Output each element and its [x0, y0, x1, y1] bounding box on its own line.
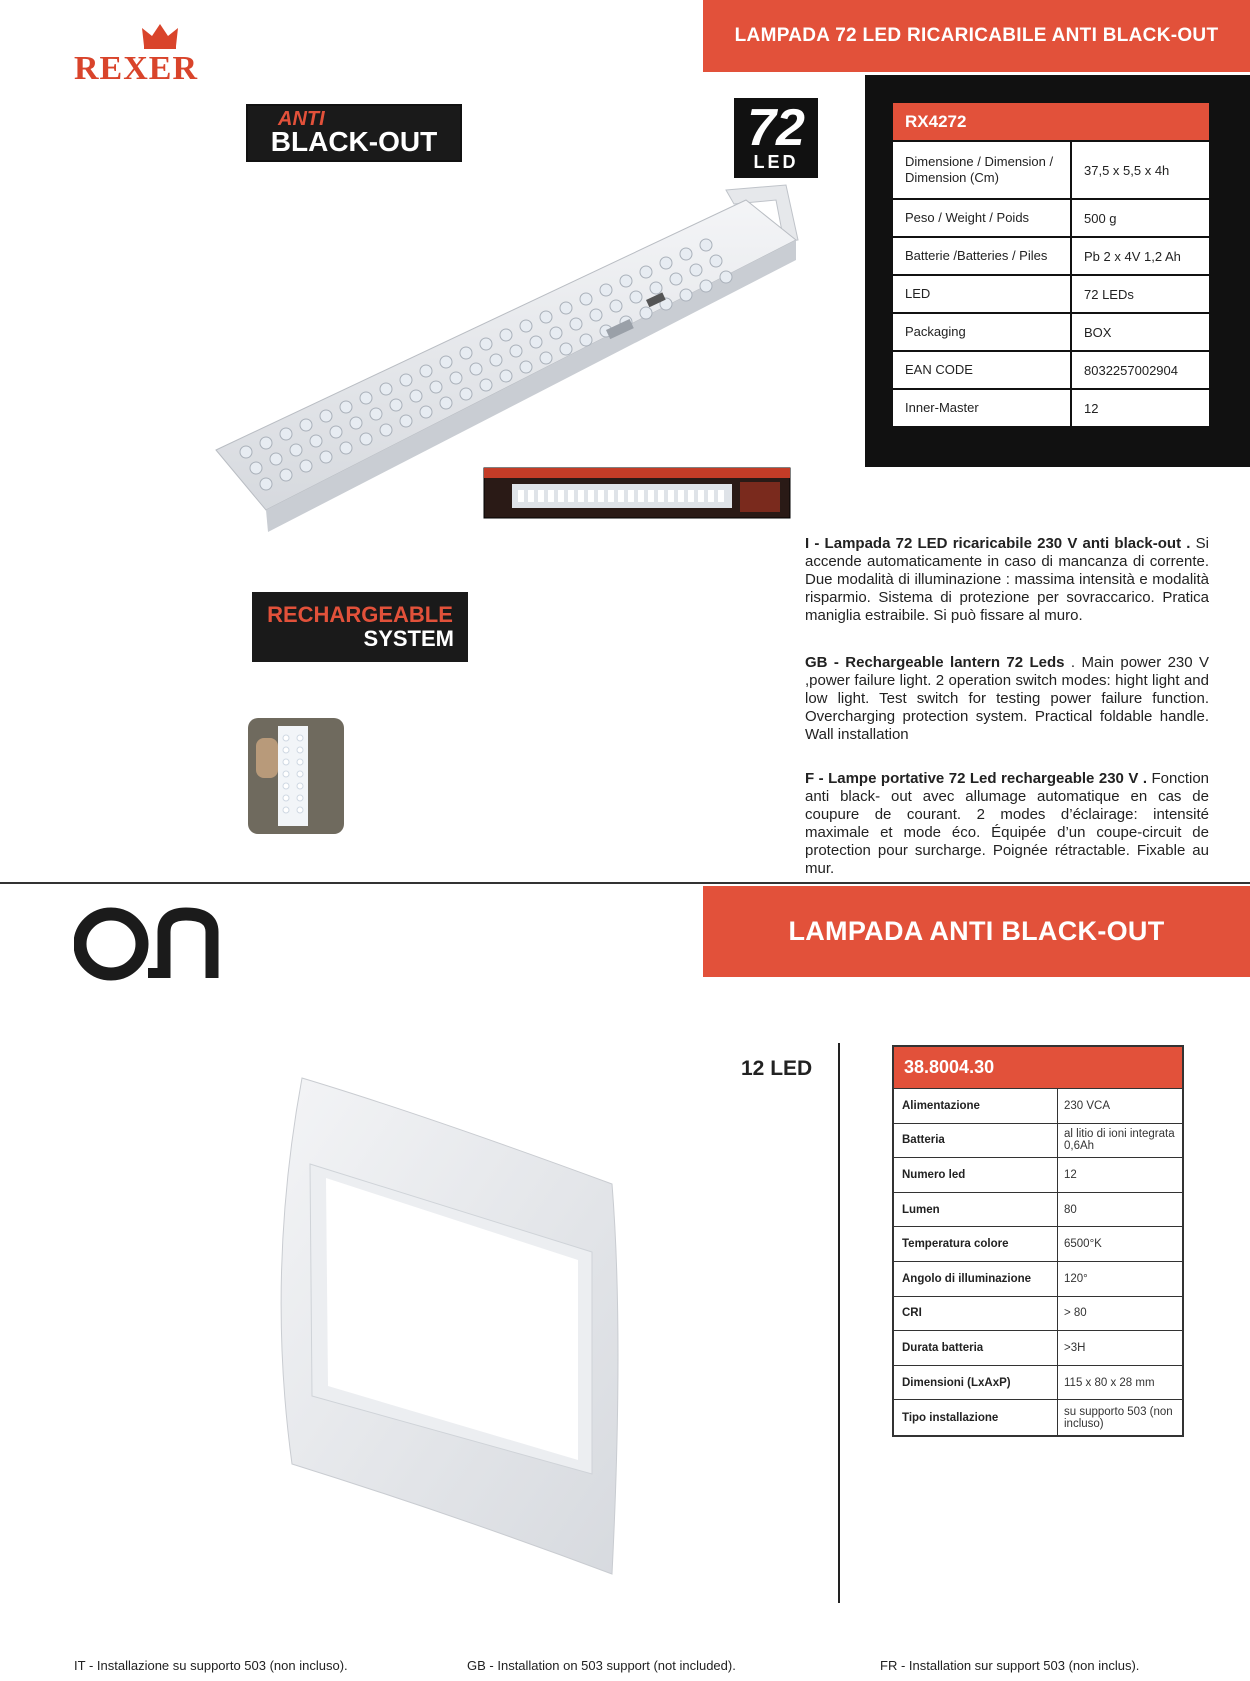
footer-italian-text: - Installazione su supporto 503 (non incluso).	[85, 1658, 348, 1673]
anti-blackout-badge	[246, 104, 462, 162]
table-row	[894, 1124, 1182, 1159]
footer-french-prefix: FR	[880, 1658, 898, 1673]
spec-key: Tipo installazione	[894, 1400, 1058, 1435]
spec-value: su supporto 503 (non incluso)	[1064, 1405, 1173, 1430]
section-divider	[0, 882, 1250, 884]
footer-french	[880, 1658, 1139, 1673]
section1-banner-title: LAMPADA 72 LED RICARICABILE ANTI BLACK-OUT	[734, 25, 1219, 46]
description-french	[805, 770, 1209, 878]
spec-value: 37,5 x 5,5 x 4h	[1084, 162, 1170, 178]
footer-italian	[74, 1658, 348, 1673]
table-row	[894, 1366, 1182, 1401]
table-row	[894, 1331, 1182, 1366]
spec-value: 80	[1064, 1203, 1077, 1216]
table-row	[894, 1193, 1182, 1228]
table-row	[894, 1297, 1182, 1332]
section1-banner	[703, 0, 1250, 72]
footer-italian-prefix: IT	[74, 1658, 86, 1673]
spec-key: Dimensione / Dimension / Dimension (Cm)	[893, 142, 1072, 198]
72-led-badge	[734, 98, 818, 178]
spec-value: 6500°K	[1064, 1238, 1102, 1251]
spec-key: Packaging	[893, 314, 1072, 350]
spec-value: 230 VCA	[1064, 1099, 1111, 1112]
table-row	[894, 1227, 1182, 1262]
spec-value: 12	[1084, 400, 1099, 416]
spec-key: EAN CODE	[893, 352, 1072, 388]
spec-value: Pb 2 x 4V 1,2 Ah	[1084, 248, 1181, 264]
spec-value: 115 x 80 x 28 mm	[1064, 1376, 1155, 1389]
spec-table-2-code: 38.8004.30	[894, 1047, 1182, 1089]
spec-value: >3H	[1064, 1341, 1086, 1354]
spec-key: Peso / Weight / Poids	[893, 200, 1072, 236]
spec-value: 72 LEDs	[1084, 286, 1134, 302]
description-english-body: . Main power 230 V ,power failure light. 2 operation switch modes: hight light and low light. Test switch for testing power failure function. Overcharging protection system. Practical foldable handle. Wall installation	[805, 654, 1210, 743]
spec-key: Dimensioni (LxAxP)	[894, 1366, 1058, 1400]
description-french-body: Fonction anti black- out avec allumage automatique en cas de coupure de courant. 2 modes d’éclairage: intensité maximale et mode éco. Équipée d’un coupe-circuit de protection pour surcharge. Poignée rétractable. Fixable au mur.	[805, 770, 1209, 877]
product-box-image	[482, 462, 792, 522]
table-row	[893, 140, 1209, 198]
table-row	[893, 198, 1209, 236]
anti-blackout-badge-line2: BLACK-OUT	[270, 126, 438, 157]
description-english	[805, 654, 1209, 744]
spec-key: Numero led	[894, 1158, 1058, 1192]
wall-lamp-image	[272, 1074, 632, 1594]
spec-key: Lumen	[894, 1193, 1058, 1227]
anti-blackout-badge-line1: ANTI	[278, 108, 325, 130]
spec-key: Batteria	[894, 1124, 1058, 1158]
72-led-badge-number: 72	[747, 98, 805, 157]
spec-value: 120°	[1064, 1272, 1088, 1285]
description-italian-title: I - Lampada 72 LED ricaricabile 230 V anti black-out .	[805, 535, 1191, 552]
description-italian-body: Si accende automaticamente in caso di mancanza di corrente. Due modalità di illuminazione : massima intensità e modalità risparmio. Sistema di protezione per sovraccarico. Pratica maniglia estraibile. Si può fissare al muro.	[805, 535, 1209, 624]
rexer-logo	[74, 22, 249, 88]
spec-key: Alimentazione	[894, 1089, 1058, 1123]
spec-key: CRI	[894, 1297, 1058, 1331]
section2-banner-title: LAMPADA ANTI BLACK-OUT	[788, 916, 1165, 946]
spec-value: 8032257002904	[1084, 362, 1178, 378]
spec-key: LED	[893, 276, 1072, 312]
section2-banner	[703, 886, 1250, 977]
table-row	[894, 1400, 1182, 1435]
on-brand-logo	[74, 902, 224, 986]
rechargeable-badge-line2: SYSTEM	[363, 626, 454, 651]
spec-value: al litio di ioni integrata 0,6Ah	[1064, 1128, 1175, 1153]
spec-key: Durata batteria	[894, 1331, 1058, 1365]
description-italian	[805, 535, 1209, 625]
footer-english	[467, 1658, 736, 1673]
table-row	[893, 388, 1209, 426]
spec-key: Batterie /Batteries / Piles	[893, 238, 1072, 274]
table-row	[894, 1158, 1182, 1193]
footer-english-prefix: GB	[467, 1658, 486, 1673]
table-row	[893, 274, 1209, 312]
vertical-separator	[838, 1043, 840, 1603]
72-led-badge-text: LED	[753, 151, 799, 172]
rechargeable-badge-line1: RECHARGEABLE	[267, 602, 453, 627]
spec-key: Temperatura colore	[894, 1227, 1058, 1261]
rexer-brand-text: REXER	[74, 50, 199, 87]
lit-lamp-thumbnail	[248, 718, 344, 834]
description-french-title: F - Lampe portative 72 Led rechargeable 230 V .	[805, 770, 1147, 787]
spec-value: > 80	[1064, 1307, 1087, 1320]
rechargeable-system-badge	[252, 592, 468, 662]
table-row	[894, 1262, 1182, 1297]
spec-value: 500 g	[1084, 210, 1117, 226]
table-row	[893, 236, 1209, 274]
footer-english-text: - Installation on 503 support (not included).	[485, 1658, 736, 1673]
spec-table-1-code: RX4272	[893, 103, 1209, 140]
crown-icon	[140, 22, 180, 50]
spec-value: 12	[1064, 1168, 1077, 1181]
spec-table-2	[892, 1045, 1184, 1437]
spec-key: Inner-Master	[893, 390, 1072, 426]
spec-value: BOX	[1084, 324, 1112, 340]
spec-table-1	[893, 103, 1209, 426]
table-row	[893, 350, 1209, 388]
description-english-title: GB - Rechargeable lantern 72 Leds	[805, 654, 1065, 671]
table-row	[894, 1089, 1182, 1124]
spec-key: Angolo di illuminazione	[894, 1262, 1058, 1296]
table-row	[893, 312, 1209, 350]
footer-french-text: - Installation sur support 503 (non inclus).	[897, 1658, 1140, 1673]
led-count-label: 12 LED	[741, 1057, 813, 1080]
